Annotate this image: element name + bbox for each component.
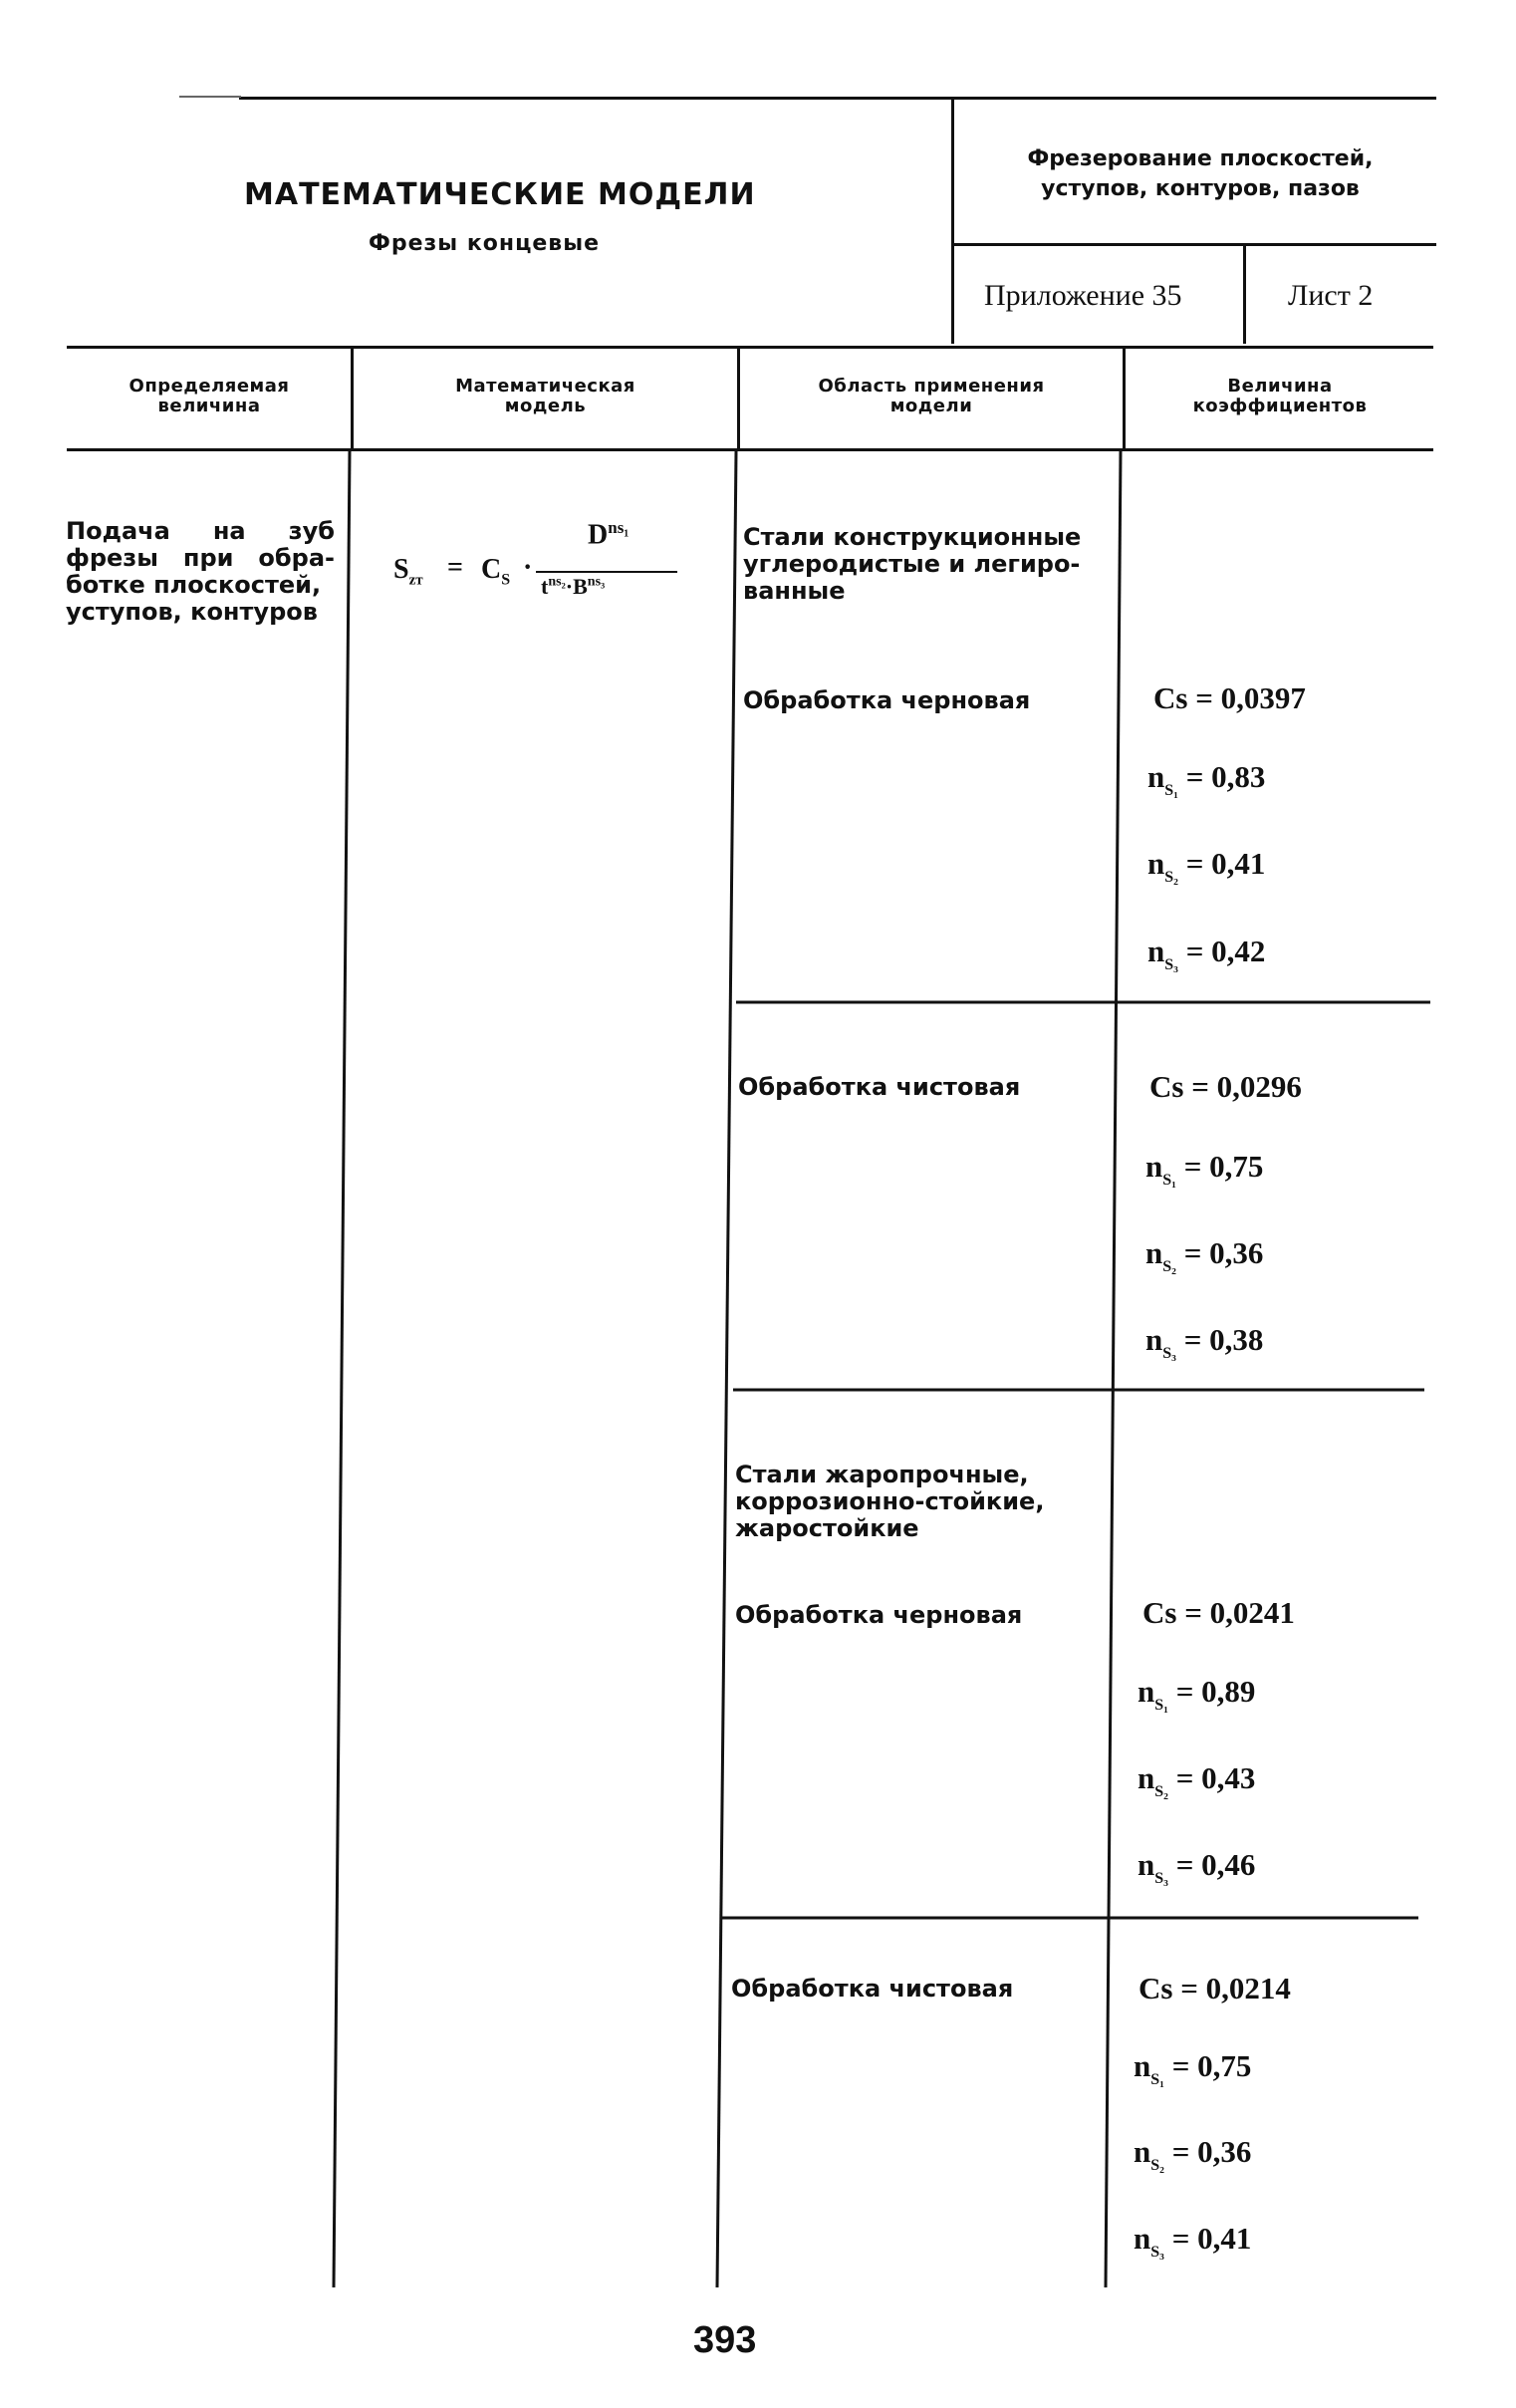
formula-denominator: $t^{ns_2}\cdot B^{ns_3}$	[541, 574, 606, 599]
formula-equals: =	[447, 552, 463, 583]
coef-cs-4: Cs = 0,0214	[1138, 1971, 1291, 2006]
coef-ns2-4: $n_{S_2} = 0,36$	[1134, 2134, 1252, 2174]
mode-finish-1: Обработка чистовая	[738, 1073, 1021, 1101]
column-header-coefficients: Величина коэффициентов	[1192, 376, 1368, 416]
coef-ns1-1: $n_{S_1} = 0,83$	[1147, 759, 1266, 799]
quantity-description: Подача на зуб фрезы при обра- ботке плоскостей, уступов, контуров	[66, 517, 335, 626]
material-group-2: Стали жаропрочные, коррозионно-стойкие, жаростойкие	[735, 1461, 1045, 1542]
coef-ns2-1: $n_{S_2} = 0,41$	[1147, 846, 1266, 886]
coef-cs-3: Cs = 0,0241	[1142, 1595, 1295, 1630]
coef-ns1-4: $n_{S_1} = 0,75$	[1134, 2048, 1252, 2088]
coef-ns1-3: $n_{S_1} = 0,89$	[1137, 1674, 1256, 1714]
appendix-label: Приложение 35	[984, 279, 1182, 312]
page-title: МАТЕМАТИЧЕСКИЕ МОДЕЛИ	[244, 177, 756, 212]
coef-ns3-2: $n_{S_3} = 0,38$	[1145, 1322, 1264, 1362]
column-header-quantity: Определяемая величина	[128, 376, 290, 416]
coef-ns1-2: $n_{S_1} = 0,75$	[1145, 1149, 1264, 1189]
coef-ns3-3: $n_{S_3} = 0,46$	[1137, 1847, 1256, 1887]
sheet-label: Лист 2	[1288, 279, 1374, 312]
coef-ns2-2: $n_{S_2} = 0,36$	[1145, 1235, 1264, 1275]
page-number: 393	[693, 2319, 757, 2361]
column-header-model: Математическая модель	[455, 376, 635, 416]
formula-lhs: $S_{zт}$	[393, 554, 423, 589]
formula-dot: ·	[523, 552, 533, 583]
page-subtitle: Фрезы концевые	[369, 231, 601, 256]
mode-rough-1: Обработка черновая	[743, 686, 1031, 714]
coef-cs-2: Cs = 0,0296	[1149, 1069, 1302, 1104]
material-group-1: Стали конструкционные углеродистые и легиро- ванные	[743, 523, 1082, 605]
topic-line-2: уступов, контуров, пазов	[1041, 176, 1360, 201]
coef-ns2-3: $n_{S_2} = 0,43$	[1137, 1760, 1256, 1800]
body-col-sep-1	[334, 451, 350, 2287]
coef-ns3-4: $n_{S_3} = 0,41$	[1134, 2221, 1252, 2261]
math-model-formula	[393, 518, 692, 638]
formula-fraction-bar	[536, 571, 677, 573]
topic-line-1: Фрезерование плоскостей,	[1027, 146, 1374, 171]
coef-cs-1: Cs = 0,0397	[1153, 680, 1306, 715]
body-col-sep-3	[1106, 451, 1121, 2287]
formula-coef: $C_S$	[481, 554, 511, 589]
coef-ns3-1: $n_{S_3} = 0,42$	[1147, 934, 1266, 973]
mode-finish-2: Обработка чистовая	[731, 1975, 1014, 2003]
formula-numerator: $D^{ns_1}$	[588, 518, 630, 551]
column-header-application: Область применения модели	[818, 376, 1045, 416]
body-col-sep-2	[717, 451, 736, 2287]
mode-rough-2: Обработка черновая	[735, 1601, 1023, 1629]
